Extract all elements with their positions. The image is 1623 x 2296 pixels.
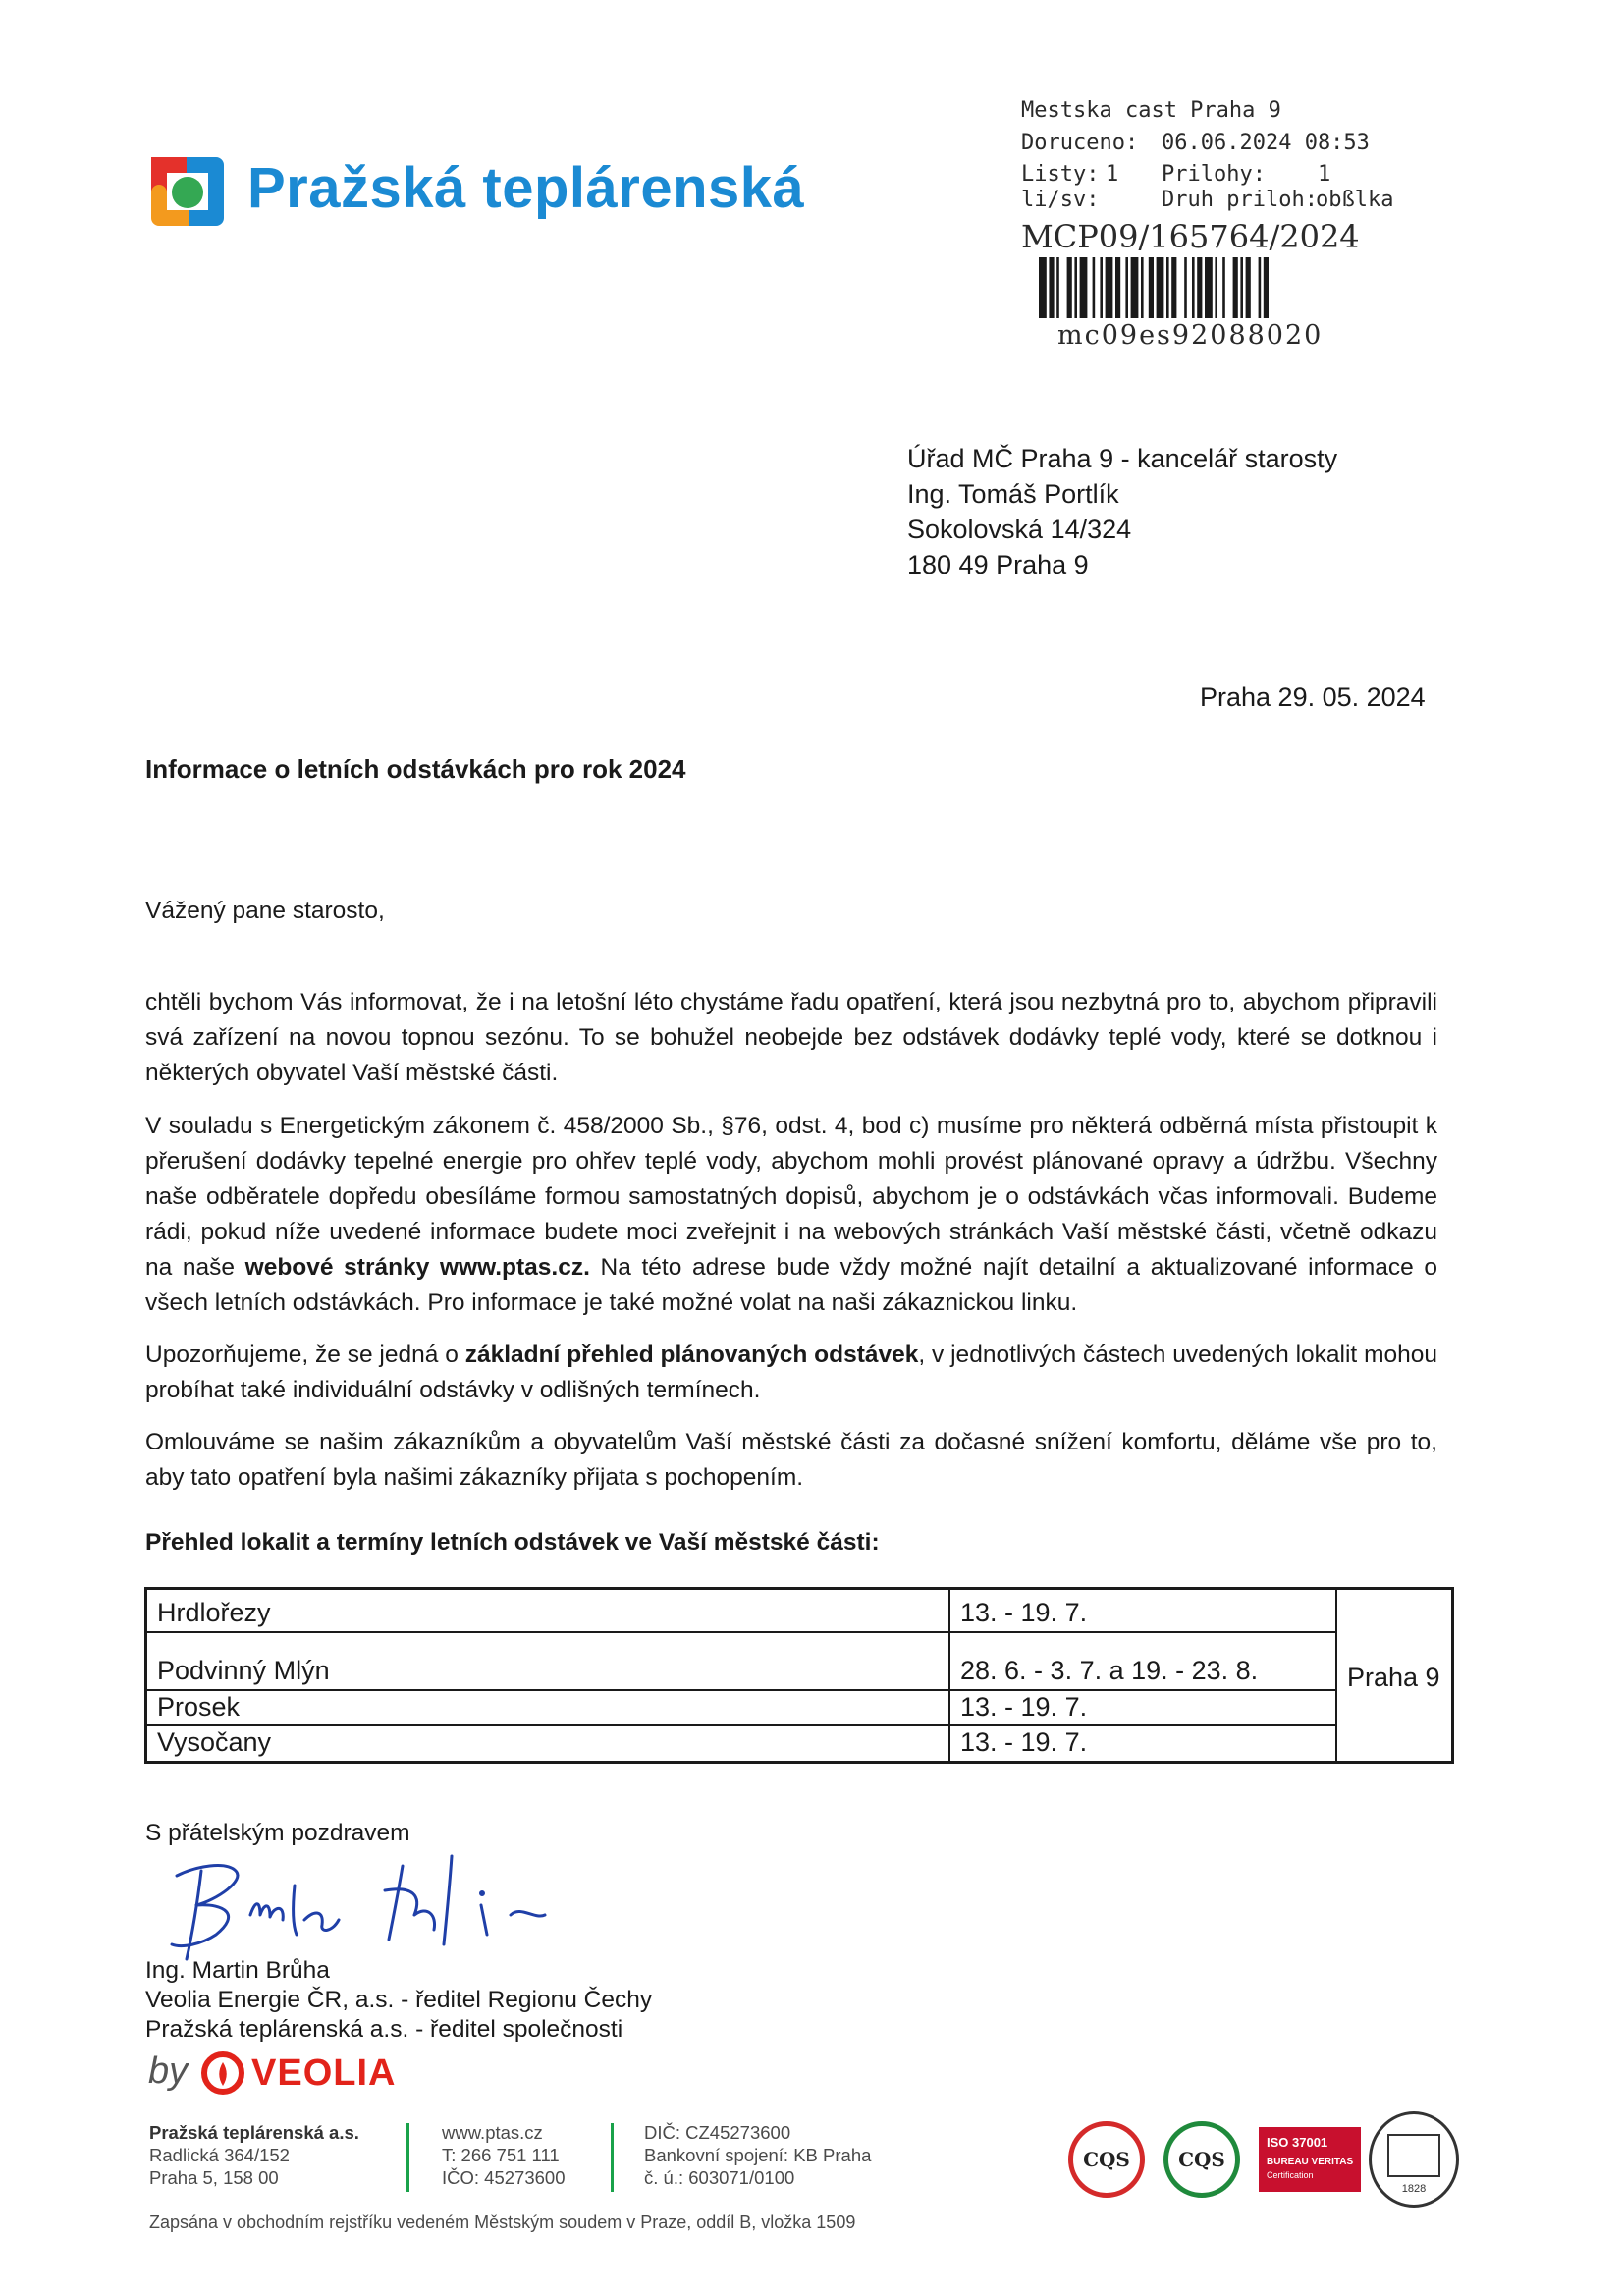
stamp-li-sv-label: li/sv: <box>1021 188 1100 212</box>
veolia-logo-icon <box>200 2050 245 2096</box>
closing: S přátelským pozdravem <box>145 1820 410 1846</box>
stamp-barcode-text: mc09es92088020 <box>1057 320 1324 351</box>
barcode-bar <box>1141 257 1144 318</box>
signatory-role-veolia: Veolia Energie ČR, a.s. - ředitel Regionu Čechy <box>145 1987 653 2013</box>
table-cell-district: Praha 9 <box>1347 1663 1440 1692</box>
barcode-bar <box>1205 257 1213 318</box>
table-cell-location: Prosek <box>157 1692 241 1722</box>
barcode-bar <box>1056 257 1059 318</box>
veolia-wordmark: VEOLIA <box>251 2052 397 2094</box>
barcode-bar <box>1039 257 1047 318</box>
table-divider <box>948 1590 950 1761</box>
barcode-bar <box>1080 257 1088 318</box>
barcode-bar <box>1166 257 1169 318</box>
paragraph-notice-text-end: , v jednotlivých částech uvedených lokalit mohou probíhat také individuální odstávky v odlišných termínech. <box>145 1341 1437 1403</box>
table-cell-dates: 13. - 19. 7. <box>960 1727 1088 1757</box>
letter-subject: Informace o letních odstávkách pro rok 2024 <box>145 754 686 784</box>
table-cell-dates: 13. - 19. 7. <box>960 1598 1088 1627</box>
table-cell-dates: 28. 6. - 3. 7. a 19. - 23. 8. <box>960 1656 1259 1685</box>
barcode-bar <box>1115 257 1120 318</box>
barcode-bar <box>1215 257 1217 318</box>
barcode-bar <box>1192 257 1195 318</box>
footer-city: Praha 5, 158 00 <box>149 2167 279 2188</box>
stamp-reference: MCP09/165764/2024 <box>1021 218 1360 255</box>
barcode-bar <box>1157 257 1164 318</box>
barcode-bar <box>1233 257 1238 318</box>
bureau-veritas-seal-icon <box>1387 2134 1440 2177</box>
signatory-role-ptas: Pražská teplárenská a.s. - ředitel společnosti <box>145 2016 623 2043</box>
company-logo-icon <box>147 153 228 230</box>
cqs-badge-red <box>1068 2121 1145 2198</box>
footer-ico: IČO: 45273600 <box>442 2167 566 2188</box>
footer-street: Radlická 364/152 <box>149 2145 290 2165</box>
recipient-city: 180 49 Praha 9 <box>907 550 1089 579</box>
letter-date: Praha 29. 05. 2024 <box>1200 683 1426 712</box>
table-divider <box>147 1724 1335 1726</box>
table-cell-location: Vysočany <box>157 1727 272 1757</box>
paragraph-legal <box>145 1109 1437 1321</box>
stamp-attachments-label: Prilohy: <box>1162 162 1266 187</box>
footer-divider <box>406 2123 409 2192</box>
footer-phone: T: 266 751 111 <box>442 2145 560 2165</box>
salutation: Vážený pane starosto, <box>145 898 385 924</box>
recipient-office: Úřad MČ Praha 9 - kancelář starosty <box>907 444 1338 473</box>
footer-register: Zapsána v obchodním rejstříku vedeném Městským soudem v Praze, oddíl B, vložka 1509 <box>149 2213 856 2232</box>
barcode-bar <box>1074 257 1077 318</box>
table-cell-location: Hrdlořezy <box>157 1598 271 1627</box>
barcode-bar <box>1100 257 1103 318</box>
paragraph-intro: chtěli bychom Vás informovat, že i na letošní léto chystáme řadu opatření, která jsou nezbytná pro to, abychom připravili svá zařízení na novou topnou sezónu. To se bohužel neobejde bez odstávek dodávky teplé vody, které se dotknou i některých obyvatel Vaší městské části. <box>145 989 1437 1086</box>
website-link[interactable]: webové stránky www.ptas.cz. <box>244 1254 590 1281</box>
recipient-name: Ing. Tomáš Portlík <box>907 479 1119 509</box>
paragraph-legal-text: V souladu s Energetickým zákonem č. 458/2000 Sb., §76, odst. 4, bod c) musíme pro některá odběrná místa přistoupit k přerušení dodávky tepelné energie pro ohřev teplé vody, abychom mohli provést plánované opravy a údržbu. Všechny naše odběratele dopředu obesíláme formou samostatných dopisů, abychom je o odstávkách včas informovali. Budeme rádi, pokud níže uvedené informace budete moci zveřejnit i na webových stránkách Vaší městské části, včetně odkazu na naše <box>145 1113 1437 1281</box>
stamp-delivered-value: 06.06.2024 08:53 <box>1162 131 1370 155</box>
barcode-bar <box>1197 257 1202 318</box>
cqs-badge-green <box>1163 2121 1240 2198</box>
handwritten-signature-icon <box>157 1846 569 1974</box>
table-cell-dates: 13. - 19. 7. <box>960 1692 1088 1722</box>
footer-divider <box>611 2123 614 2192</box>
barcode-bar <box>1246 257 1251 318</box>
table-title: Přehled lokalit a termíny letních odstávek ve Vaší městské části: <box>145 1529 880 1556</box>
footer-company: Pražská teplárenská a.s. <box>149 2122 359 2143</box>
stamp-attachments-value: 1 <box>1318 162 1331 187</box>
cqs-badge-red-label: CQS <box>1083 2148 1130 2171</box>
bureau-veritas-year: 1828 <box>1401 2183 1427 2195</box>
barcode-bar <box>1171 257 1176 318</box>
iso-badge <box>1259 2127 1361 2192</box>
paragraph-notice-text: Upozorňujeme, že se jedná o <box>145 1341 465 1368</box>
veolia-by-text: by <box>148 2050 189 2092</box>
iso-badge-line1: BUREAU VERITAS <box>1267 2157 1354 2167</box>
barcode-bar <box>1093 257 1096 318</box>
footer-dic: DIČ: CZ45273600 <box>644 2122 791 2143</box>
iso-badge-line2: Certification <box>1267 2170 1314 2180</box>
table-cell-location: Podvinný Mlýn <box>157 1656 330 1685</box>
table-divider <box>147 1631 1335 1633</box>
recipient-street: Sokolovská 14/324 <box>907 515 1132 544</box>
paragraph-notice-bold: základní přehled plánovaných odstávek <box>464 1341 919 1368</box>
paragraph-apology: Omlouváme se našim zákazníkům a obyvatelům Vaší městské části za dočasné snížení komfortu, děláme vše pro to, aby tato opatření byla našimi zákazníky přijata s pochopením. <box>145 1429 1437 1491</box>
barcode-bar <box>1240 257 1243 318</box>
signatory-name: Ing. Martin Brůha <box>145 1957 330 1984</box>
footer-bank: Bankovní spojení: KB Praha <box>644 2145 872 2165</box>
barcode-bar <box>1067 257 1072 318</box>
footer-account: č. ú.: 603071/0100 <box>644 2167 795 2188</box>
barcode-bar <box>1049 257 1054 318</box>
paragraph-legal-text-end: Na této adrese bude vždy možné najít detailní a aktualizované informace o všech letních odstávkách. Pro informace je také možné volat na naši zákaznickou linku. <box>145 1254 1437 1316</box>
company-logo-text: Pražská teplárenská <box>247 156 805 220</box>
barcode-bar <box>1131 257 1139 318</box>
stamp-attachment-type-value: obßlka <box>1316 188 1394 212</box>
barcode-bar <box>1106 257 1113 318</box>
barcode-bar <box>1264 257 1269 318</box>
barcode-bar <box>1222 257 1225 318</box>
barcode-bar <box>1259 257 1262 318</box>
iso-badge-title: ISO 37001 <box>1267 2135 1328 2150</box>
stamp-sheets-label: Listy: <box>1021 162 1100 187</box>
footer-web[interactable]: www.ptas.cz <box>442 2122 543 2143</box>
paragraph-notice <box>145 1338 1437 1408</box>
cqs-badge-green-label: CQS <box>1178 2148 1225 2171</box>
bureau-veritas-seal <box>1369 2111 1459 2208</box>
stamp-sheets-value: 1 <box>1106 162 1119 187</box>
barcode-bar <box>1184 257 1187 318</box>
table-divider <box>147 1689 1335 1691</box>
barcode-bar <box>1149 257 1154 318</box>
barcode-icon <box>1039 257 1347 318</box>
barcode-bar <box>1125 257 1128 318</box>
stamp-delivered-label: Doruceno: <box>1021 131 1139 155</box>
outage-schedule-table <box>144 1587 1454 1764</box>
stamp-attachment-type-label: Druh priloh: <box>1162 188 1318 212</box>
table-divider <box>1335 1590 1337 1761</box>
stamp-office: Mestska cast Praha 9 <box>1021 98 1281 123</box>
